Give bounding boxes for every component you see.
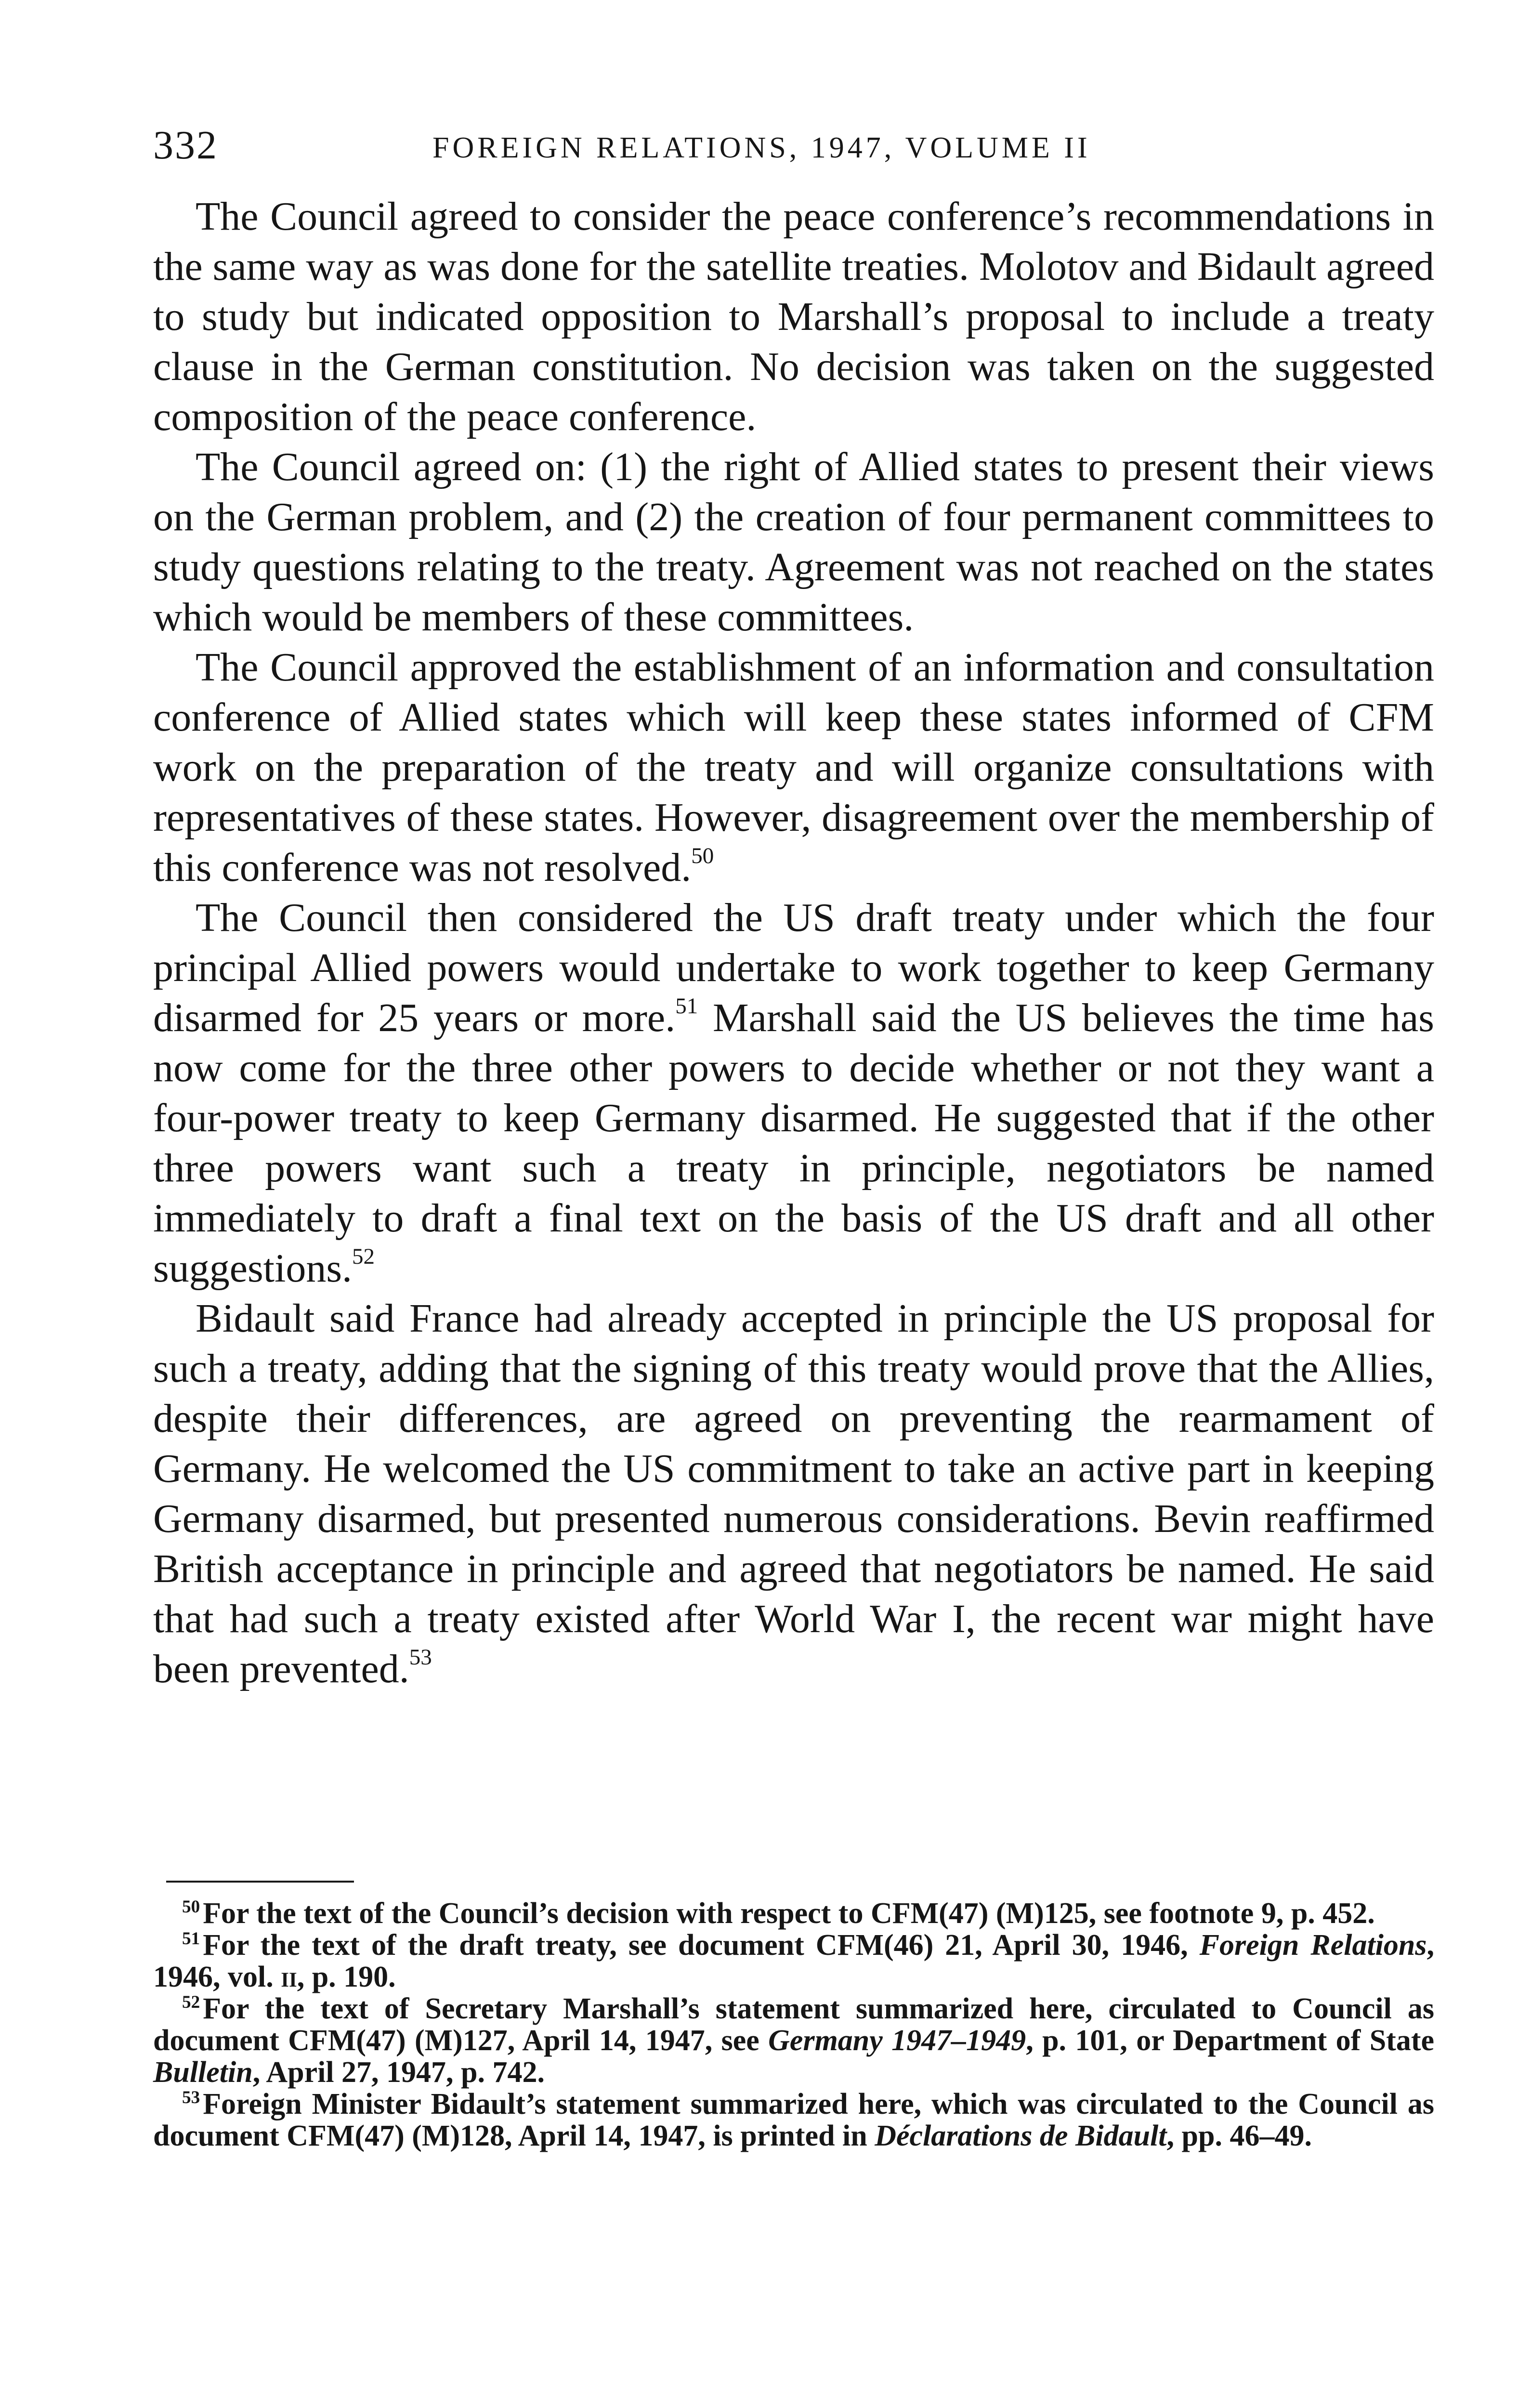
- page-header: [153, 112, 1434, 179]
- footnote-divider: [166, 1881, 354, 1883]
- footnote-52-title-2: Bulletin: [153, 2056, 253, 2089]
- paragraph-4-text-b: Marshall said the US believes the time has now come for the three other powers to decide whether or not they want a four-power treaty to keep Germany disarmed. He suggested that if the other three powers want such a treaty in principle, negotiators be named immediately to draft a final text on the basis of the US draft and all other suggestions.: [153, 995, 1434, 1291]
- footnote-ref-52[interactable]: 52: [352, 1244, 375, 1269]
- footnotes: [153, 1898, 1434, 2152]
- footnote-52-title-1: Germany 1947–1949: [768, 2024, 1026, 2057]
- footnote-52-text-b: , p. 101, or Department of State: [1026, 2024, 1434, 2057]
- footnote-mark-53: 53: [182, 2087, 200, 2107]
- paragraph-2-text: The Council agreed on: (1) the right of Allied states to present their views on the German problem, and (2) the creation of four permanent committees to study questions relating to the treaty. Agreement was not reached on the states which would be members of these committees.: [153, 445, 1434, 640]
- footnote-53: [153, 2088, 1434, 2152]
- paragraph-5: [153, 1294, 1434, 1694]
- footnote-ref-51[interactable]: 51: [675, 994, 698, 1019]
- paragraph-3: [153, 642, 1434, 893]
- paragraph-1: [153, 192, 1434, 442]
- footnote-53-text-b: , pp. 46–49.: [1166, 2120, 1312, 2152]
- footnote-ref-53[interactable]: 53: [409, 1645, 432, 1670]
- footnote-51-text-b: , 1946, vol.: [153, 1929, 1434, 1993]
- paragraph-2: [153, 442, 1434, 642]
- footnote-51: [153, 1929, 1434, 1993]
- footnote-mark-50: 50: [182, 1897, 200, 1917]
- footnote-51-text-c: , p. 190.: [297, 1961, 396, 1993]
- footnote-51-volume: ii: [281, 1961, 297, 1993]
- paragraph-3-text: The Council approved the establishment of an information and consultation conference of Allied states which will keep these states informed of CFM work on the preparation of the treaty and will organize consultations with representatives of these states. However, disagreement over the membership of this conference was not resolved.: [153, 645, 1434, 890]
- page-number: 332: [153, 123, 218, 168]
- footnote-50: [153, 1898, 1434, 1929]
- footnote-51-title: Foreign Relations: [1199, 1929, 1427, 1962]
- footnote-50-text: For the text of the Council’s decision with respect to CFM(47) (M)125, see footnote 9, p. 452.: [203, 1897, 1375, 1930]
- footnote-mark-51: 51: [182, 1928, 200, 1949]
- footnote-53-title: Déclarations de Bidault: [875, 2120, 1167, 2152]
- paragraph-4: [153, 893, 1434, 1294]
- body-text: [153, 192, 1434, 1694]
- footnote-mark-52: 52: [182, 1992, 200, 2012]
- paragraph-1-text: The Council agreed to consider the peace conference’s recommendations in the same way as was done for the satellite treaties. Molotov and Bidault agreed to study but indicated opposition to Marshall’s proposal to include a treaty clause in the German constitution. No decision was taken on the suggested composition of the peace conference.: [153, 194, 1434, 439]
- paragraph-5-text: Bidault said France had already accepted in principle the US proposal for such a treaty, adding that the signing of this treaty would prove that the Allies, despite their differences, are agreed on preventing the rearmament of Germany. He welcomed the US commitment to take an active part in keeping Germany disarmed, but presented numerous considerations. Bevin reaffirmed British acceptance in principle and agreed that negotiators be named. He said that had such a treaty existed after World War I, the recent war might have been prevented.: [153, 1296, 1434, 1691]
- footnote-52-text-c: , April 27, 1947, p. 742.: [252, 2056, 545, 2089]
- footnote-ref-50[interactable]: 50: [691, 843, 714, 869]
- running-head: FOREIGN RELATIONS, 1947, VOLUME II: [432, 131, 1091, 164]
- paragraph-4-text-a: The Council then considered the US draft treaty under which the four principal Allied powers would undertake to work together to keep Germany disarmed for 25 years or more.: [153, 895, 1434, 1040]
- footnote-51-text-a: For the text of the draft treaty, see document CFM(46) 21, April 30, 1946,: [203, 1929, 1188, 1962]
- footnote-52: [153, 1993, 1434, 2088]
- footnote-53-text-a: Foreign Minister Bidault’s statement summarized here, which was circulated to the Council as document CFM(47) (M)128, April 14, 1947, is printed in: [153, 2088, 1434, 2152]
- footnote-52-text-a: For the text of Secretary Marshall’s statement summarized here, circulated to Council as document CFM(47) (M)127, April 14, 1947, see: [153, 1992, 1434, 2057]
